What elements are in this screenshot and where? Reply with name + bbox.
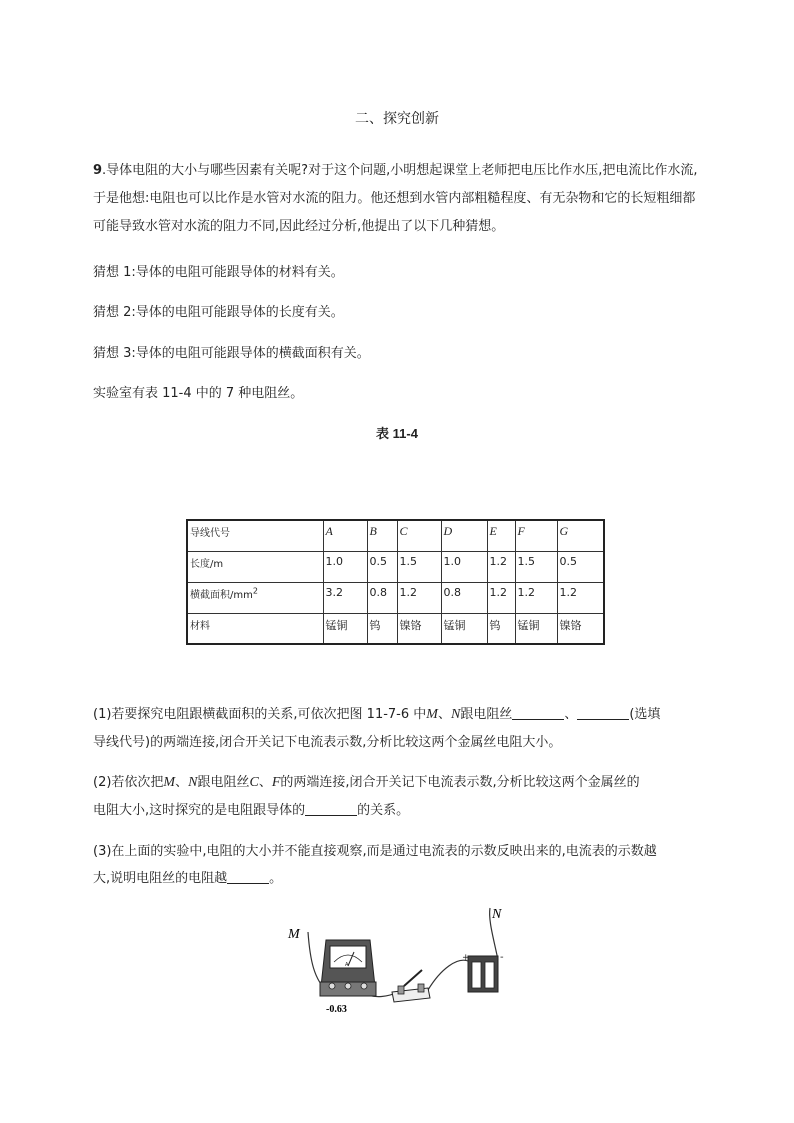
table-cell: 0.8 bbox=[367, 582, 397, 613]
guess-2: 猜想 2:导体的电阻可能跟导体的长度有关。 bbox=[93, 305, 344, 320]
question-number: 9 bbox=[93, 163, 103, 178]
table-cell: 镍铬 bbox=[557, 613, 604, 644]
section-title: 二、探究创新 bbox=[355, 111, 439, 127]
table-row-codes bbox=[187, 520, 604, 551]
resistance-wire-table bbox=[186, 519, 605, 645]
answer-blank-1a[interactable] bbox=[512, 705, 564, 720]
table-cell: 1.0 bbox=[441, 551, 487, 582]
table-cell: 1.2 bbox=[557, 582, 604, 613]
sub-question-3-line-2: 大,说明电阻丝的电阻越 。 bbox=[93, 871, 283, 886]
ammeter-icon bbox=[320, 940, 376, 996]
label-n: N bbox=[492, 907, 502, 922]
table-cell: 3.2 bbox=[323, 582, 367, 613]
table-row-label: 横截面积$/mm^2$ bbox=[187, 582, 323, 613]
table-cell: 1.5 bbox=[515, 551, 557, 582]
table-cell: 1.2 bbox=[397, 582, 441, 613]
table-cell: A bbox=[323, 520, 367, 551]
table-row-length bbox=[187, 551, 604, 582]
table-cell: 0.5 bbox=[367, 551, 397, 582]
question-intro-text: .导体电阻的大小与哪些因素有关呢?对于这个问题,小明想起课堂上老师把电压比作水压,把电流比作水流,于是他想:电阻也可以比作是水管对水流的阻力。他还想到水管内部粗糙程度、有无杂物和它的长短粗细都可能导致水管对水流的阻力不同,因此经过分析,他提出了以下几种猜想。 bbox=[93, 163, 698, 234]
table-header-label: 导线代号 bbox=[187, 520, 323, 551]
sub-question-1-line-2: 导线代号)的两端连接,闭合开关记下电流表示数,分析比较这两个金属丝电阻大小。 bbox=[93, 735, 562, 750]
answer-blank-3[interactable] bbox=[227, 869, 269, 884]
wire-switch-battery bbox=[428, 960, 470, 990]
label-m: M bbox=[288, 927, 300, 942]
sub-question-2-line-2: 电阻大小,这时探究的是电阻跟导体的 的关系。 bbox=[93, 803, 410, 818]
circuit-diagram bbox=[280, 900, 520, 1020]
switch-icon bbox=[392, 970, 430, 1002]
battery-icon bbox=[462, 952, 504, 992]
table-cell: 1.2 bbox=[487, 582, 515, 613]
table-cell: G bbox=[557, 520, 604, 551]
table-cell: E bbox=[487, 520, 515, 551]
sub-question-1-line-1: (1)若要探究电阻跟横截面积的关系,可依次把图 11-7-6 中M、N跟电阻丝 、 (选填 bbox=[93, 707, 661, 722]
table-cell: 锰铜 bbox=[515, 613, 557, 644]
table-cell: 锰铜 bbox=[441, 613, 487, 644]
table-cell: 钨 bbox=[367, 613, 397, 644]
answer-blank-2[interactable] bbox=[305, 801, 357, 816]
table-cell: 0.8 bbox=[441, 582, 487, 613]
ammeter-scale: -0.63 bbox=[326, 1004, 347, 1015]
table-cell: 钨 bbox=[487, 613, 515, 644]
table-row-label: 长度/m bbox=[187, 551, 323, 582]
ammeter-unit: A bbox=[345, 962, 349, 968]
table-row-material bbox=[187, 613, 604, 644]
table-cell: 1.2 bbox=[487, 551, 515, 582]
table-cell: F bbox=[515, 520, 557, 551]
guess-1: 猜想 1:导体的电阻可能跟导体的材料有关。 bbox=[93, 265, 344, 280]
table-cell: 1.5 bbox=[397, 551, 441, 582]
table-caption: 表 11-4 bbox=[376, 426, 418, 441]
battery-plus: + bbox=[462, 953, 470, 963]
guess-3: 猜想 3:导体的电阻可能跟导体的横截面积有关。 bbox=[93, 346, 370, 361]
lab-note: 实验室有表 11-4 中的 7 种电阻丝。 bbox=[93, 386, 304, 401]
table-cell: 0.5 bbox=[557, 551, 604, 582]
table-cell: C bbox=[397, 520, 441, 551]
table-cell: B bbox=[367, 520, 397, 551]
table-cell: 锰铜 bbox=[323, 613, 367, 644]
answer-blank-1b[interactable] bbox=[577, 705, 629, 720]
question-intro bbox=[93, 157, 705, 241]
sub-question-2-line-1: (2)若依次把M、N跟电阻丝C、F的两端连接,闭合开关记下电流表示数,分析比较这两个金属丝的 bbox=[93, 775, 640, 790]
sub-question-3-line-1: (3)在上面的实验中,电阻的大小并不能直接观察,而是通过电流表的示数反映出来的,电流表的示数越 bbox=[93, 844, 657, 859]
table-cell: D bbox=[441, 520, 487, 551]
table-cell: 镍铬 bbox=[397, 613, 441, 644]
table-row-area bbox=[187, 582, 604, 613]
table-cell: 1.2 bbox=[515, 582, 557, 613]
battery-minus: - bbox=[500, 952, 504, 963]
table-cell: 1.0 bbox=[323, 551, 367, 582]
table-row-label: 材料 bbox=[187, 613, 323, 644]
